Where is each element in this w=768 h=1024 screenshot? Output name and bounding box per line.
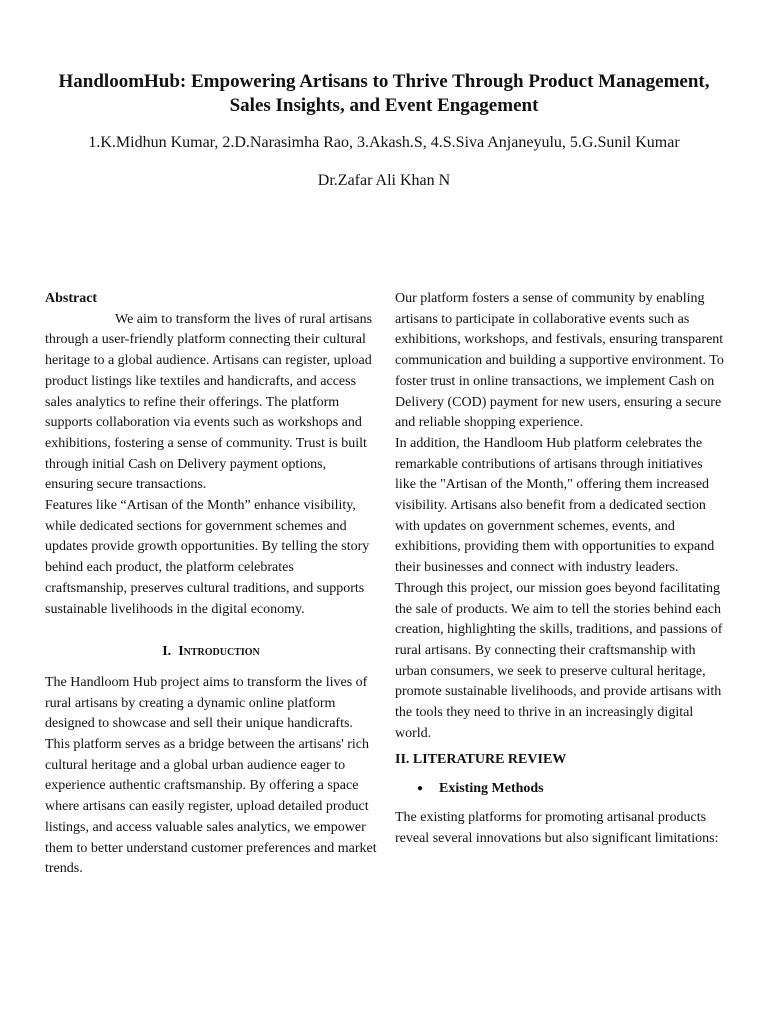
section-heading-literature-review: II. LITERATURE REVIEW bbox=[395, 752, 567, 768]
abstract-paragraph-2: Features like “Artisan of the Month” enhance visibility, while dedicated sections for government schemes and updates provide growth opportunities. By telling the story behind each product, the platform celebrates craftsmanship, preserves cultural traditions, and supports sustainable livelihoods in the digital economy. bbox=[45, 498, 370, 617]
abstract-paragraph-1 bbox=[45, 310, 377, 496]
author-list: 1.K.Midhun Kumar, 2.D.Narasimha Rao, 3.Akash.S, 4.S.Siva Anjaneyulu, 5.G.Sunil Kumar bbox=[88, 134, 680, 151]
abstract-text-1: We aim to transform the lives of rural artisans through a user-friendly platform connecting their cultural heritage to a global audience. Artisans can register, upload product listings like textiles and handicrafts, and access sales analytics to refine their offerings. The platform supports collaboration via events such as workshops and exhibitions, fostering a sense of community. Trust is built through initial Cash on Delivery payment options, ensuring secure transactions. bbox=[45, 311, 373, 493]
section-heading-introduction bbox=[45, 642, 377, 663]
right-paragraph-3: Through this project, our mission goes beyond facilitating the sale of products. We aim to tell the stories behind each creation, highlighting the skills, traditions, and passions of rural artisans. By connecting their craftsmanship with urban consumers, we seek to preserve cultural heritage, promote sustainable livelihoods, and provide artisans with the tools they need to thrive in an increasingly digital world. bbox=[395, 580, 723, 741]
right-paragraph-1: Our platform fosters a sense of community by enabling artisans to participate in collaborative events such as exhibitions, workshops, and festivals, ensuring transparent communication and building a supportive environment. To foster trust in online transactions, we implement Cash on Delivery (COD) payment for new users, ensuring a secure and reliable shopping experience. bbox=[395, 291, 724, 431]
right-paragraph-2: In addition, the Handloom Hub platform celebrates the remarkable contributions of artisans through initiatives like the "Artisan of the Month," offering them increased visibility. Artisans also benefit from a dedicated section with updates on government schemes, events, and exhibitions, providing them with opportunities to expand their businesses and connect with industry leaders. bbox=[395, 435, 715, 576]
section-title: Introduction bbox=[178, 644, 260, 660]
bullet-icon: ● bbox=[417, 783, 424, 795]
left-column bbox=[45, 289, 377, 880]
bullet-label: Existing Methods bbox=[439, 781, 544, 797]
guide-name: Dr.Zafar Ali Khan N bbox=[317, 172, 451, 189]
bullet-existing-methods bbox=[395, 779, 727, 800]
abstract-heading: Abstract bbox=[45, 291, 98, 306]
introduction-paragraph-1: The Handloom Hub project aims to transform the lives of rural artisans by creating a dynamic online platform designed to showcase and sell their unique handicrafts. This platform serves as a bridge between the artisans' rich cultural heritage and a global urban audience eager to experience authentic craftsmanship. By offering a space where artisans can easily register, upload detailed product listings, and access valuable sales analytics, we empower them to better understand customer preferences and market trends. bbox=[45, 674, 377, 877]
right-paragraph-4: The existing platforms for promoting artisanal products reveal several innovations but also significant limitations: bbox=[395, 809, 719, 846]
right-column bbox=[395, 289, 727, 849]
section-number: I. bbox=[162, 644, 172, 660]
paper-title: HandloomHub: Empowering Artisans to Thrive Through Product Management, Sales Insights, and Event Engagement bbox=[58, 71, 710, 116]
